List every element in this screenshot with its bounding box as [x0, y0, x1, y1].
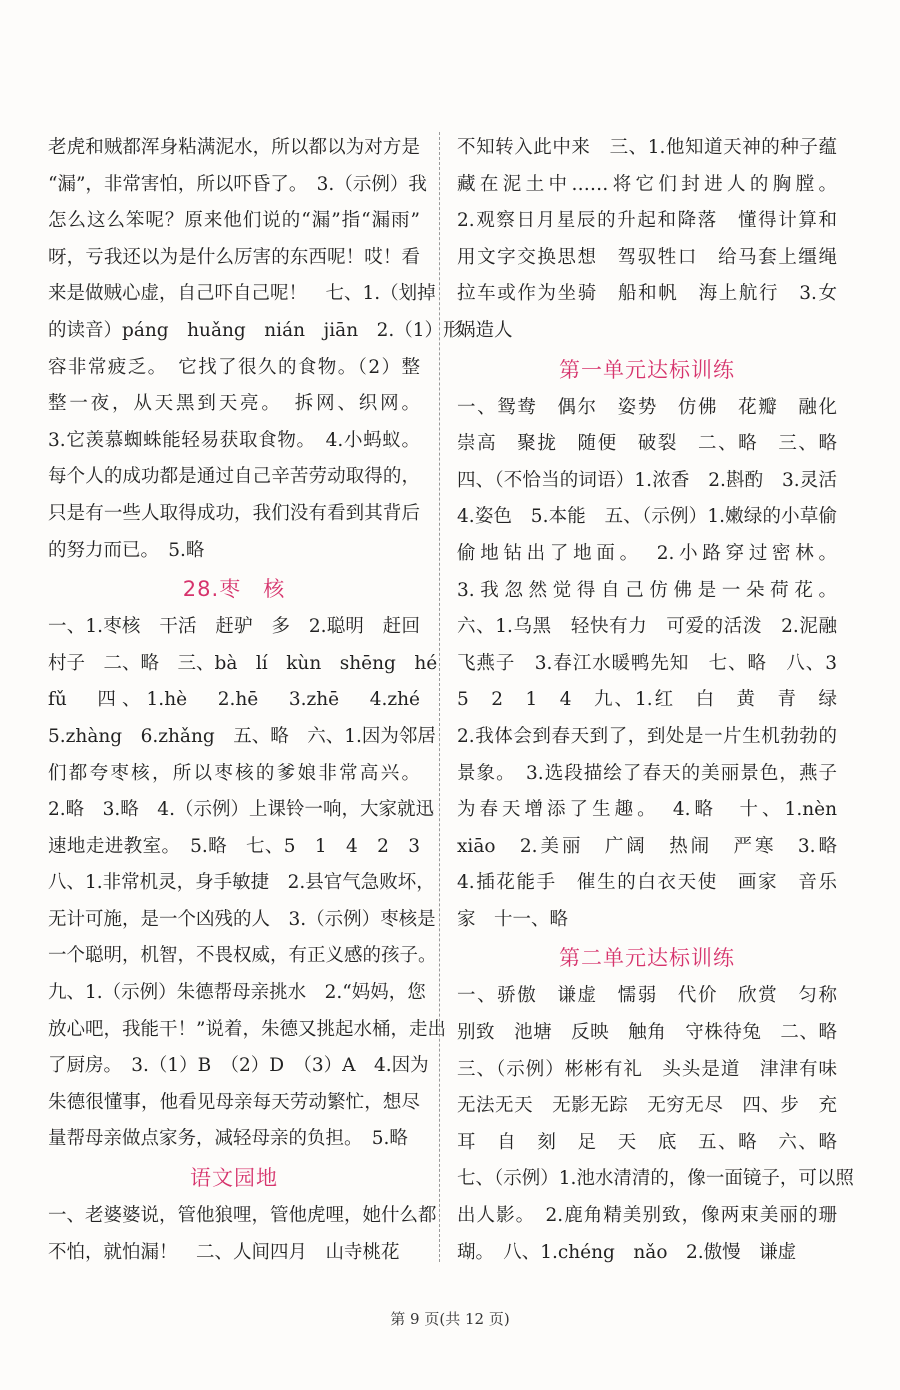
section-heading: 语文园地	[190, 1166, 278, 1191]
page-footer: 第 9 页(共 12 页)	[390, 1310, 510, 1328]
answer-line: 九、1.（示例）朱德帮母亲挑水 2.“妈妈，您	[48, 982, 426, 1004]
answer-line: 景象。 3.选段描绘了春天的美丽景色，燕子	[457, 762, 837, 784]
answer-line: 了厨房。 3.（1）B （2）D （3）A 4.因为	[48, 1055, 429, 1077]
answer-line: 老虎和贼都浑身粘满泥水，所以都以为对方是	[48, 137, 420, 158]
answer-line: 一、鸳鸯 偶尔 姿势 仿佛 花瓣 融化	[457, 396, 837, 418]
answer-line: 3.我忽然觉得自己仿佛是一朵荷花。	[457, 579, 837, 601]
answer-line: 偷地钻出了地面。 2.小路穿过密林。	[457, 542, 837, 564]
answer-line: 朱德很懂事，他看见母亲每天劳动繁忙，想尽	[48, 1091, 420, 1113]
answer-line: 整一夜，从天黑到天亮。 拆网、织网。	[48, 393, 420, 415]
right-column	[457, 130, 854, 1271]
answer-line: 不怕，就怕漏！ 二、人间四月 山寺桃花	[48, 1241, 400, 1263]
answer-line: 别致 池塘 反映 触角 守株待兔 二、略	[457, 1022, 837, 1044]
answer-line: 们都夸枣核，所以枣核的爹娘非常高兴。	[48, 762, 420, 784]
answer-line: 5 2 1 4 九、1.红 白 黄 青 绿	[457, 689, 837, 711]
answer-line: 瑚。 八、1.chéng nǎo 2.傲慢 谦虚	[457, 1241, 797, 1263]
answer-line: 每个人的成功都是通过自己辛苦劳动取得的，	[48, 466, 420, 488]
answer-line: 藏在泥土中……将它们封进人的胸膛。	[457, 173, 837, 195]
answer-line: 三、（示例）彬彬有礼 头头是道 津津有味	[457, 1058, 837, 1080]
answer-line: 无计可施，是一个凶残的人 3.（示例）枣核是	[48, 908, 436, 930]
answer-line: 来是做贼心虚，自己吓自己呢！ 七、1.（划掉	[48, 283, 436, 305]
answer-line: 村子 二、略 三、bà lí kùn shēng hé	[48, 652, 438, 674]
column-divider	[439, 132, 440, 1262]
answer-line: 耳 自 刻 足 天 底 五、略 六、略	[457, 1131, 837, 1153]
answer-line: 3.它羡慕蜘蛛能轻易获取食物。 4.小蚂蚁。	[48, 429, 420, 451]
answer-line: 八、1.非常机灵，身手敏捷 2.县官气急败坏，	[48, 872, 435, 894]
answer-line: 4.插花能手 催生的白衣天使 画家 音乐	[457, 872, 837, 894]
answer-line: 放心吧，我能干！”说着，朱德又挑起水桶，走出	[48, 1018, 446, 1040]
left-column	[48, 130, 462, 1271]
answer-line: 5.zhàng 6.zhǎng 五、略 六、1.因为邻居	[48, 725, 436, 747]
answer-line: 的努力而已。 5.略	[48, 539, 205, 561]
section-heading: 28.枣 核	[182, 577, 286, 602]
answer-line: 家 十一、略	[457, 908, 569, 930]
answer-line: 无法无天 无影无踪 无穷无尽 四、步 充	[457, 1095, 837, 1117]
answer-line: fǔ 四、1.hè 2.hē 3.zhē 4.zhé	[48, 689, 420, 711]
answer-line: xiāo 2.美丽 广阔 热闹 严寒 3.略	[457, 835, 837, 857]
answer-line: 一、骄傲 谦虚 懦弱 代价 欣赏 匀称	[457, 985, 837, 1007]
answer-line: 怎么这么笨呢？原来他们说的“漏”指“漏雨”	[48, 210, 420, 232]
answer-line: 六、1.乌黑 轻快有力 可爱的活泼 2.泥融	[457, 616, 837, 638]
answer-line: “漏”，非常害怕，所以吓昏了。 3.（示例）我	[48, 173, 427, 195]
answer-line: 2.我体会到春天到了，到处是一片生机勃勃的	[457, 725, 837, 747]
answer-line: 容非常疲乏。 它找了很久的食物。（2）整	[48, 356, 420, 378]
section-heading: 第二单元达标训练	[559, 946, 735, 971]
answer-line: 娲造人	[457, 319, 513, 341]
answer-line: 出人影。 2.鹿角精美别致，像两束美丽的珊	[457, 1205, 837, 1227]
answer-line: 飞燕子 3.春江水暖鸭先知 七、略 八、3	[457, 652, 837, 674]
answer-line: 只是有一些人取得成功，我们没有看到其背后	[48, 502, 420, 524]
section-heading: 第一单元达标训练	[559, 357, 735, 382]
answer-line: 为春天增添了生趣。 4.略 十、1.nèn	[457, 799, 837, 821]
answer-line: 用文字交换思想 驾驭牲口 给马套上缰绳	[457, 246, 837, 268]
answer-line: 速地走进教室。 5.略 七、5 1 4 2 3	[48, 835, 420, 857]
answer-line: 一个聪明，机智，不畏权威，有正义感的孩子。	[48, 945, 437, 967]
answer-line: 一、1.枣核 干活 赶驴 多 2.聪明 赶回	[48, 616, 420, 638]
answer-line: 呀，亏我还以为是什么厉害的东西呢！哎！看	[48, 246, 420, 268]
answer-line: 七、（示例）1.池水清清的，像一面镜子，可以照	[457, 1168, 854, 1190]
answer-line: 不知转入此中来 三、1.他知道天神的种子蕴	[457, 137, 837, 158]
answer-line: 2.观察日月星辰的升起和降落 懂得计算和	[457, 210, 837, 232]
answer-line: 崇高 聚拢 随便 破裂 二、略 三、略	[457, 433, 837, 455]
answer-line: 4.姿色 5.本能 五、（示例）1.嫩绿的小草偷	[457, 506, 837, 528]
answer-line: 的读音）páng huǎng nián jiān 2.（1）形	[48, 319, 462, 341]
answer-line: 四、（不恰当的词语）1.浓香 2.斟酌 3.灵活	[457, 469, 837, 491]
answer-line: 一、老婆婆说，管他狼哩，管他虎哩，她什么都	[48, 1205, 437, 1227]
answer-line: 2.略 3.略 4.（示例）上课铃一响，大家就迅	[48, 799, 434, 821]
answer-line: 量帮母亲做点家务，减轻母亲的负担。 5.略	[48, 1128, 408, 1150]
answer-line: 拉车或作为坐骑 船和帆 海上航行 3.女	[457, 283, 837, 305]
